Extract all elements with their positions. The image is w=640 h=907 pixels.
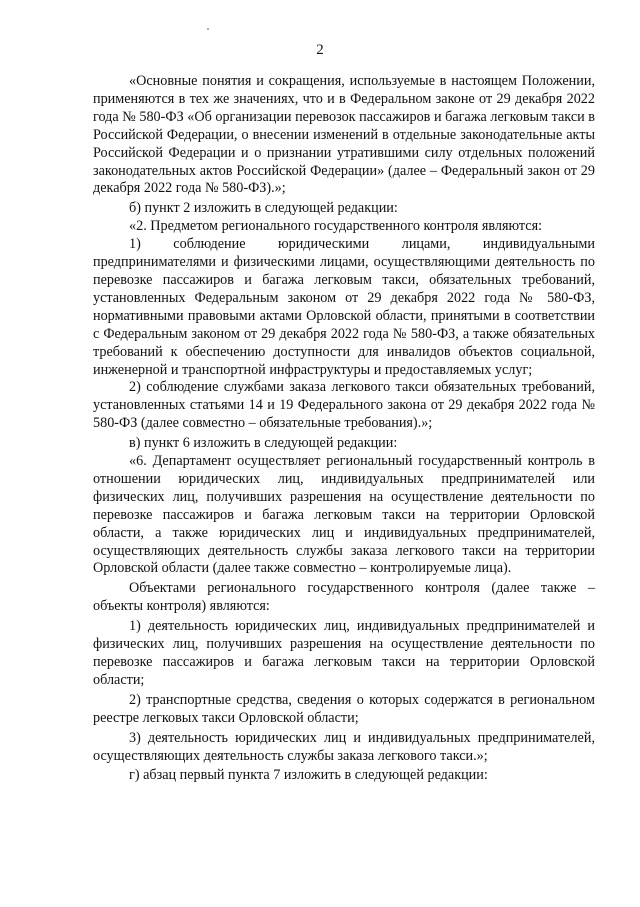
paragraph-object-2: 2) транспортные средства, сведения о которых содержатся в региональном реестре легковых такси Орловской области;	[93, 691, 595, 726]
scan-speck	[207, 28, 209, 30]
paragraph-clause-2-item-1: 1) соблюдение юридическими лицами, индивидуальными предпринимателями и физическими лицами, осуществляющими деятельность по перевозке пассажиров и багажа легковым такси, обязательных требований, установленных Федеральным законом от 29 декабря 2022 года № 580-ФЗ, нормативными правовыми актами Орловской области, принятыми в соответствии с Федеральным законом от 29 декабря 2022 года № 580-ФЗ, а также обязательных требований к обеспечению доступности для инвалидов объектов социальной, инженерной и транспортной инфраструктуры и предоставляемых услуг;	[93, 236, 595, 378]
paragraph-object-1: 1) деятельность юридических лиц, индивидуальных предпринимателей и физических лиц, получивших разрешения на осуществление деятельности по перевозке пассажиров и багажа легковым такси на территории Орловской области;	[93, 618, 595, 688]
paragraph-clause-2-intro: «2. Предметом регионального государственного контроля являются:	[129, 218, 543, 235]
paragraph-item-v: в) пункт 6 изложить в следующей редакции:	[129, 435, 398, 452]
document-body	[93, 73, 595, 785]
paragraph-clause-6: «6. Департамент осуществляет региональный государственный контроль в отношении юридических лиц, индивидуальных предпринимателей или физических лиц, получивших разрешения на осуществление деятельности по перевозке пассажиров и багажа легковым такси на территории Орловской области, а также юридических лиц и индивидуальных предпринимателей, осуществляющих деятельность службы заказа легкового такси на территории Орловской области (далее также совместно – контролируемые лица).	[93, 453, 595, 577]
paragraph-definitions: «Основные понятия и сокращения, используемые в настоящем Положении, применяются в тех же значениях, что и в Федеральном законе от 29 декабря 2022 года № 580-ФЗ «Об организации перевозок пассажиров и багажа легковым такси в Российской Федерации, о внесении изменений в отдельные законодательные акты Российской Федерации и о признании утратившими силу отдельных положений законодательных актов Российской Федерации» (далее – Федеральный закон от 29 декабря 2022 года № 580-ФЗ).»;	[93, 73, 595, 197]
page-number: 2	[316, 42, 324, 58]
paragraph-control-objects: Объектами регионального государственного контроля (далее также – объекты контроля) являются:	[93, 580, 595, 615]
paragraph-clause-2-item-2: 2) соблюдение службами заказа легкового такси обязательных требований, установленных статьями 14 и 19 Федерального закона от 29 декабря 2022 года № 580-ФЗ (далее совместно – обязательные требования).»;	[93, 379, 595, 432]
paragraph-object-3: 3) деятельность юридических лиц и индивидуальных предпринимателей, осуществляющих деятельность службы заказа легкового такси.»;	[93, 729, 595, 764]
paragraph-item-b: б) пункт 2 изложить в следующей редакции:	[129, 200, 398, 217]
paragraph-item-g: г) абзац первый пункта 7 изложить в следующей редакции:	[129, 767, 488, 784]
